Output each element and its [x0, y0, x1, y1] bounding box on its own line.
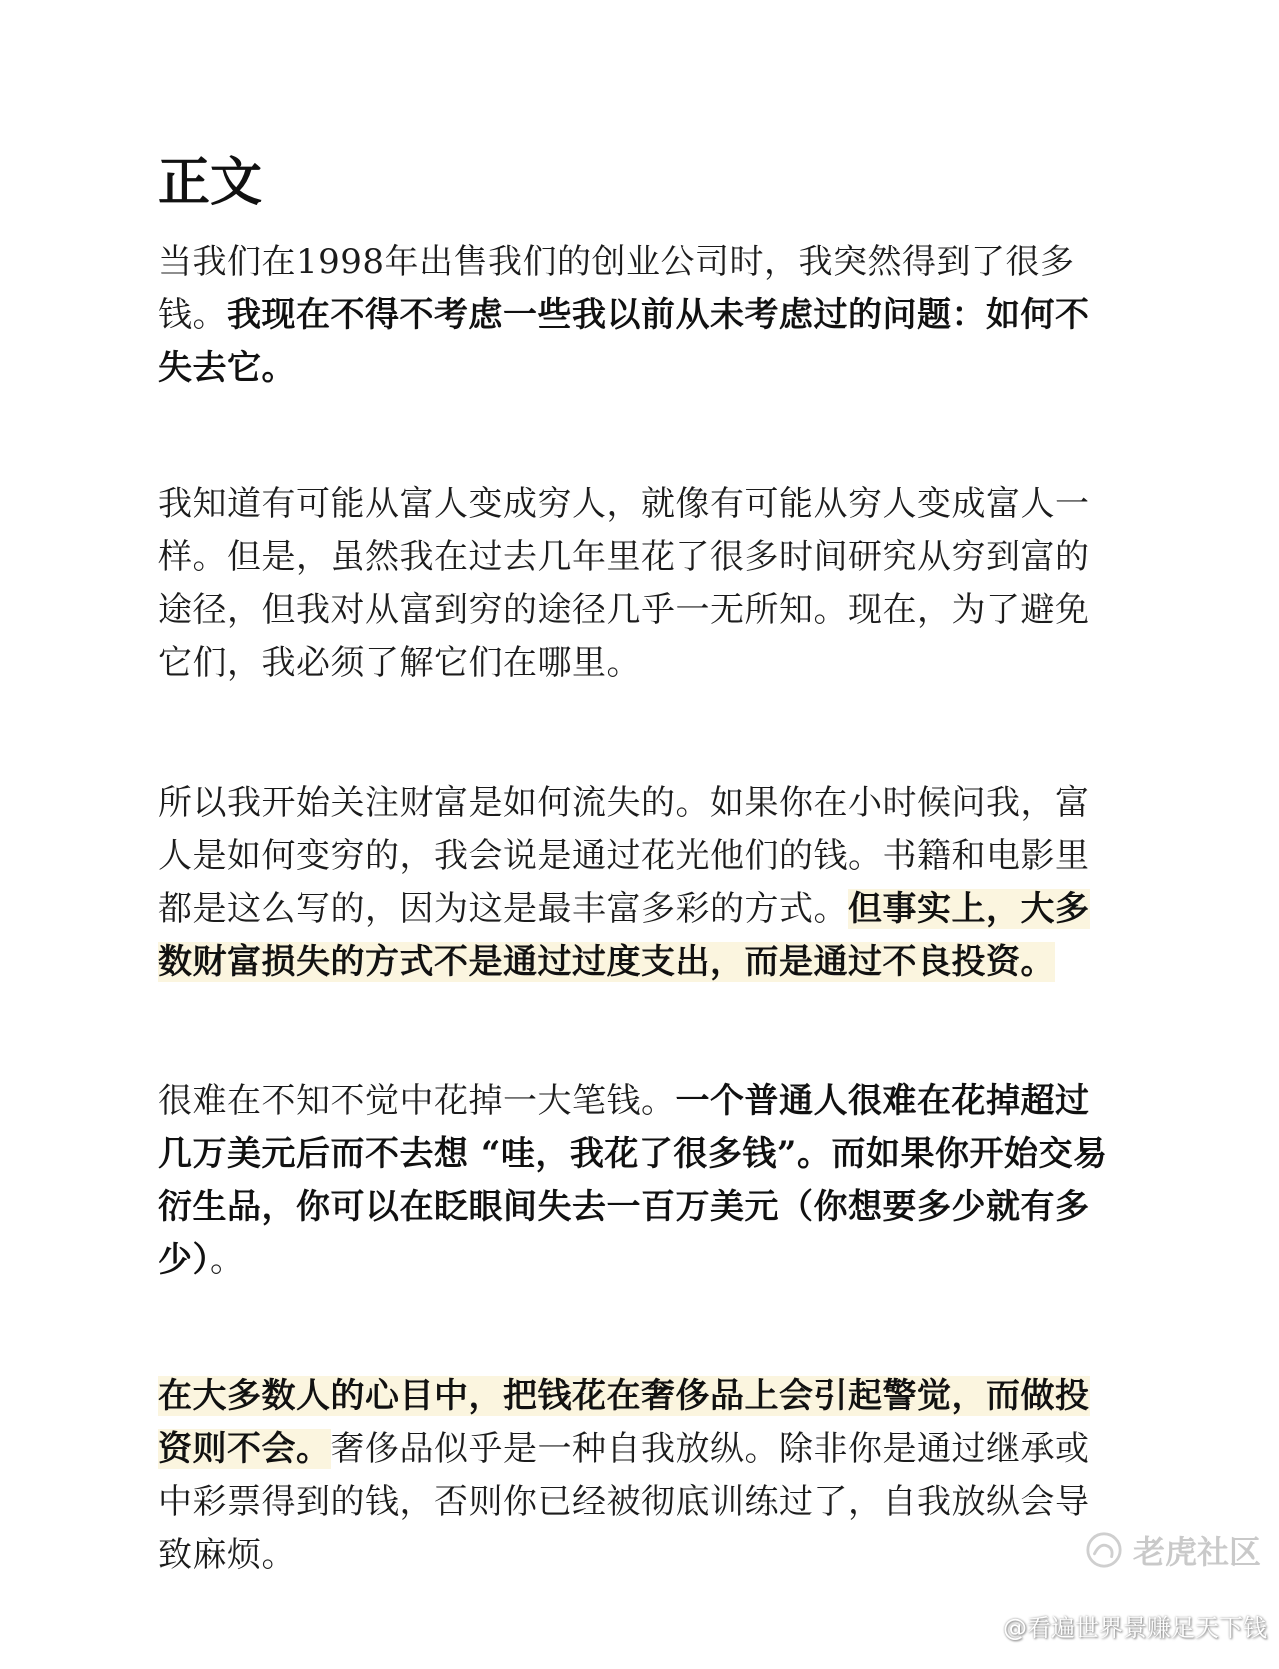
paragraph-1-text: 当我们在1998年出售我们的创业公司时，我突然得到了很多钱。: [158, 242, 1075, 335]
paragraph-1-bold: 我现在不得不考虑一些我以前从未考虑过的问题：如何不失去它。: [158, 295, 1090, 388]
watermark-brand: 老虎社区: [1132, 1533, 1261, 1571]
paragraph-3: [158, 777, 1118, 989]
paragraph-4-text: 很难在不知不觉中花掉一大笔钱。: [158, 1081, 676, 1121]
watermark-handle: @看遍世界景赚足天下钱: [1003, 1614, 1267, 1642]
paragraph-5-highlight: 在大多数人的心目中，把钱花在奢侈品上会引起警觉，而做投资则不会。: [158, 1376, 1090, 1469]
paragraph-5: [158, 1370, 1118, 1582]
paragraph-4-end: 。: [210, 1240, 245, 1280]
watermark: [1085, 1527, 1261, 1573]
paragraph-4-bold: 一个普通人很难在花掉超过几万美元后而不去想 “哇，我花了很多钱”。而如果你开始交易衍生品，你可以在眨眼间失去一百万美元（你想要多少就有多少）: [158, 1081, 1108, 1280]
tiger-logo-icon: [1085, 1531, 1123, 1569]
paragraph-3-highlight: 但事实上，大多数财富损失的方式不是通过过度支出，而是通过不良投资。: [158, 889, 1090, 982]
paragraph-5-text: 奢侈品似乎是一种自我放纵。除非你是通过继承或中彩票得到的钱，否则你已经被彻底训练过了，自我放纵会导致麻烦。: [158, 1429, 1090, 1575]
paragraph-2-text: 我知道有可能从富人变成穷人，就像有可能从穷人变成富人一样。但是，虽然我在过去几年里花了很多时间研究从穷到富的途径，但我对从富到穷的途径几乎一无所知。现在，为了避免它们，我必须了解它们在哪里。: [158, 484, 1090, 683]
paragraph-4: [158, 1075, 1118, 1287]
paragraph-1: [158, 236, 1118, 395]
paragraph-2: [158, 478, 1118, 690]
page-title: 正文: [158, 152, 263, 213]
paragraph-3-text: 所以我开始关注财富是如何流失的。如果你在小时候问我，富人是如何变穷的，我会说是通过花光他们的钱。书籍和电影里都是这么写的，因为这是最丰富多彩的方式。: [158, 783, 1090, 929]
